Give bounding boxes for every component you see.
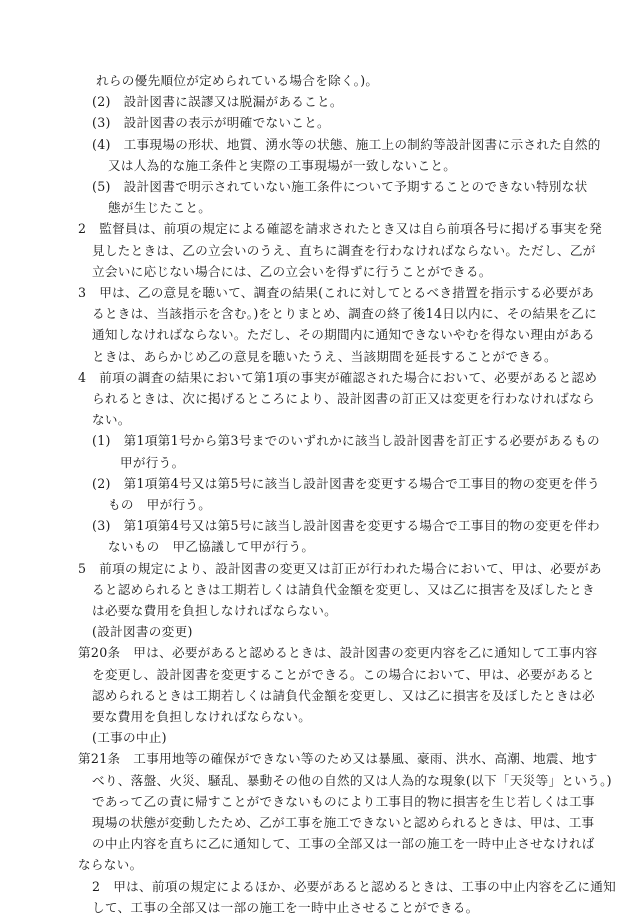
text-line [0,409,630,431]
text-line [0,494,630,516]
text-line [0,134,630,156]
text-line [0,197,630,219]
text-line [0,558,630,580]
text-line [0,600,630,622]
line-text: 認められるときは工期若しくは請負代金額を変更し、又は乙に損害を及ぼしたときは必 [92,687,595,703]
text-line [0,770,630,792]
text-line [0,346,630,368]
text-line [0,452,630,474]
line-text: られるときは、次に掲げるところにより、設計図書の訂正又は変更を行わなければなら [92,391,595,406]
text-line [0,854,630,876]
text-line [0,833,630,855]
line-text: を変更し、設計図書を変更することができる。この場合において、甲は、必要があると [92,666,595,682]
line-text: るときは、当該指示を含む。)をとりまとめ、調査の終了後14日以内に、その結果を乙に [92,306,597,322]
line-text: して、工事の全部又は一部の施工を一時中止させることができる。 [92,899,479,915]
text-line [0,324,630,346]
line-text: ときは、あらかじめ乙の意見を聴いたうえ、当該期間を延長することができる。 [92,348,557,364]
text-line [0,112,630,134]
text-line [0,791,630,813]
line-text: は必要な費用を負担しなければならない。 [92,603,337,618]
line-text: べり、落盤、火災、騒乱、暴動その他の自然的又は人為的な現象(以下「天災等」という。) [92,772,612,788]
line-text: 態が生じたこと。 [108,200,212,216]
text-line [0,579,630,601]
text-line [0,515,630,537]
text-line [0,748,630,770]
line-text: 第21条 工事用地等の確保ができない等のため又は暴風、豪雨、洪水、高潮、地震、地す [78,751,598,767]
section-heading [0,621,630,643]
text-line [0,155,630,177]
text-line [0,642,630,664]
line-text: ならない。 [78,857,143,873]
line-text: れらの優先順位が定められている場合を除く。)。 [96,73,379,88]
line-text: 要な費用を負担しなければならない。 [92,709,312,724]
line-text: 見したときは、乙の立会いのうえ、直ちに調査を行わなければならない。ただし、乙が [92,242,596,258]
line-text: もの 甲が行う。 [108,497,212,512]
line-text: ない。 [92,412,131,428]
text-line [0,897,630,919]
line-text: の中止内容を直ちに乙に通知して、工事の全部又は一部の施工を一時中止させなければ [92,836,595,852]
line-text: 4 前項の調査の結果において第1項の事実が確認された場合において、必要があると認め [78,369,598,385]
line-text: ないもの 甲乙協議して甲が行う。 [108,539,315,555]
text-line [0,367,630,389]
text-line [0,70,630,92]
text-line [0,91,630,113]
text-line [0,282,630,304]
line-text: であって乙の責に帰すことができないものにより工事目的物に損害を生じ若しくは工事 [92,793,595,809]
text-line [0,240,630,262]
text-line [0,473,630,495]
line-text: 第20条 甲は、必要があると認めるときは、設計図書の変更内容を乙に通知して工事内容 [78,645,598,661]
line-text: (1) 第1項第1号から第3号までのいずれかに該当し設計図書を訂正する必要があるもの [92,433,600,449]
line-text: (4) 工事現場の形状、地質、湧水等の状態、施工上の制約等設計図書に示された自然的 [92,136,601,152]
text-line [0,176,630,198]
text-line [0,536,630,558]
line-text: 立会いに応じない場合には、乙の立会いを得ずに行うことができる。 [92,263,492,279]
text-line [0,388,630,410]
line-text: (2) 第1項第4号又は第5号に該当し設計図書を変更する場合で工事目的物の変更を伴う [92,475,600,491]
line-text: 甲が行う。 [120,454,185,470]
text-line [0,685,630,707]
line-text: (2) 設計図書に誤謬又は脱漏があること。 [92,94,343,110]
line-text: 現場の状態が変動したため、乙が工事を施工できないと認められるときは、甲は、工事 [92,815,595,830]
text-line [0,706,630,728]
line-text: 又は人為的な施工条件と実際の工事現場が一致しないこと。 [108,157,457,173]
line-text: 2 監督員は、前項の規定による確認を請求されたとき又は自ら前項各号に掲げる事実を発 [78,221,603,237]
line-text: (設計図書の変更) [92,624,193,640]
line-text: (5) 設計図書で明示されていない施工条件について予期することのできない特別な状 [92,179,588,194]
line-text: (3) 設計図書の表示が明確でないこと。 [92,115,330,131]
line-text: 3 甲は、乙の意見を聴いて、調査の結果(これに対してとるべき措置を指示する必要があ [78,285,595,300]
section-heading [0,727,630,749]
line-text: 2 甲は、前項の規定によるほか、必要があると認めるときは、工事の中止内容を乙に通知 [92,878,617,894]
text-line [0,876,630,898]
text-line [0,303,630,325]
line-text: 5 前項の規定により、設計図書の変更又は訂正が行われた場合において、甲は、必要があ [78,560,602,576]
text-line [0,664,630,686]
line-text: (3) 第1項第4号又は第5号に該当し設計図書を変更する場合で工事目的物の変更を伴わ [92,518,600,534]
text-line [0,430,630,452]
text-line [0,812,630,834]
text-line [0,261,630,283]
line-text: 通知しなければならない。ただし、その期間内に通知できないやむを得ない理由がある [92,327,595,343]
line-text: ると認められるときは工期若しくは請負代金額を変更し、又は乙に損害を及ぼしたとき [92,581,595,597]
line-text: (工事の中止) [92,730,167,746]
text-line [0,218,630,240]
